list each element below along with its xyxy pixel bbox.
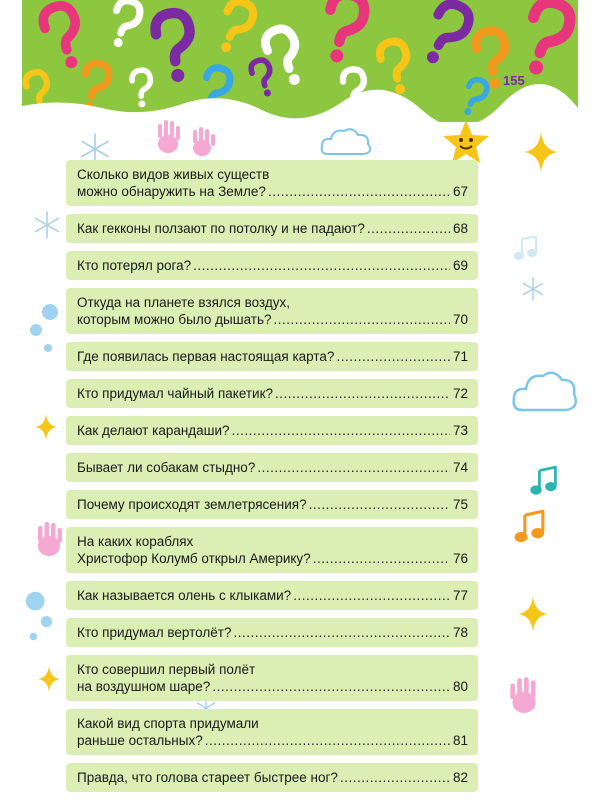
toc-entry-title-line: Как называется олень с клыками? xyxy=(77,588,292,603)
dot-leader xyxy=(193,257,450,274)
toc-entry-page-number: 81 xyxy=(452,733,468,748)
toc-entry-page-number: 68 xyxy=(452,221,468,236)
dot-leader xyxy=(340,769,450,786)
dot-leader xyxy=(268,183,450,200)
toc-entry xyxy=(66,160,478,206)
toc-entry-title-line: на воздушном шаре? xyxy=(77,679,211,694)
toc-entry-title-line: раньше остальных? xyxy=(77,733,203,748)
toc-entry xyxy=(66,490,478,519)
toc-entry xyxy=(66,342,478,371)
cloud-icon xyxy=(510,364,580,418)
dot-leader xyxy=(232,422,450,439)
sparkle-icon xyxy=(518,596,548,632)
toc-entry xyxy=(66,251,478,280)
toc-entry-title-line: Кто совершил первый полёт xyxy=(77,662,256,677)
header-banner xyxy=(22,0,578,122)
music-note-icon xyxy=(512,510,548,546)
dot-leader xyxy=(336,348,450,365)
toc-entry-page-number: 82 xyxy=(452,770,468,785)
toc-entry xyxy=(66,214,478,243)
toc-entry xyxy=(66,416,478,445)
bubbles-icon xyxy=(22,588,56,644)
toc-entry-page-number: 75 xyxy=(452,497,468,512)
toc-entry xyxy=(66,527,478,573)
toc-entry-page-number: 73 xyxy=(452,423,468,438)
toc-entry-page-number: 70 xyxy=(452,312,468,327)
handprint-icon xyxy=(150,112,220,164)
toc-entry-title-line: Откуда на планете взялся воздух, xyxy=(77,295,291,310)
toc-entry xyxy=(66,655,478,701)
music-note-icon xyxy=(512,236,540,262)
toc-entry-title-line: Кто потерял рога? xyxy=(77,258,192,273)
snowflake-icon xyxy=(32,210,62,240)
toc-entry-title-line: которым можно было дышать? xyxy=(77,312,272,327)
toc-entry-page-number: 78 xyxy=(452,625,468,640)
toc-entry-page-number: 69 xyxy=(452,258,468,273)
dot-leader xyxy=(274,311,450,328)
toc-entry-page-number: 80 xyxy=(452,679,468,694)
toc-entry-title-line: Какой вид спорта придумали xyxy=(77,716,259,731)
toc-entry xyxy=(66,763,478,792)
toc-entry-title-line: Кто придумал вертолёт? xyxy=(77,625,232,640)
toc-entry-title-line: Как делают карандаши? xyxy=(77,423,230,438)
toc-entry-title-line: Кто придумал чайный пакетик? xyxy=(77,386,274,401)
dot-leader xyxy=(367,220,450,237)
toc-entry xyxy=(66,618,478,647)
toc-entry-title-line: Почему происходят землетрясения? xyxy=(77,497,307,512)
toc-entry-page-number: 74 xyxy=(452,460,468,475)
star-face-icon xyxy=(440,118,492,166)
toc-entry-title-line: Сколько видов живых существ xyxy=(77,167,270,182)
toc-entry-page-number: 76 xyxy=(452,551,468,566)
toc-entry-page-number: 72 xyxy=(452,386,468,401)
toc-entry-title-line: можно обнаружить на Земле? xyxy=(77,184,266,199)
toc-entry-page-number: 77 xyxy=(452,588,468,603)
bubbles-icon xyxy=(26,300,62,360)
dot-leader xyxy=(313,550,450,567)
snowflake-icon xyxy=(520,276,546,302)
toc-entry xyxy=(66,453,478,482)
toc-entry xyxy=(66,288,478,334)
sparkle-icon xyxy=(38,666,60,692)
sparkle-icon xyxy=(34,414,58,440)
toc-entry-title-line: Бывает ли собакам стыдно? xyxy=(77,460,256,475)
dot-leader xyxy=(233,624,450,641)
toc-entry-title-line: Где появилась первая настоящая карта? xyxy=(77,349,335,364)
dot-leader xyxy=(309,496,450,513)
toc-entry xyxy=(66,581,478,610)
dot-leader xyxy=(293,587,450,604)
page-number: 155 xyxy=(503,73,525,88)
sparkle-icon xyxy=(524,132,558,172)
dot-leader xyxy=(212,678,450,695)
toc-entry-title-line: Правда, что голова стареет быстрее ног? xyxy=(77,770,338,785)
cloud-icon xyxy=(318,124,374,160)
toc-entry-page-number: 67 xyxy=(452,184,468,199)
handprint-icon xyxy=(504,672,544,716)
toc-entry-title-line: Христофор Колумб открыл Америку? xyxy=(77,551,311,566)
toc-entry-title-line: Как гекконы ползают по потолку и не падают? xyxy=(77,221,365,236)
handprint-icon xyxy=(30,518,68,558)
toc-entry xyxy=(66,379,478,408)
table-of-contents xyxy=(66,160,478,800)
dot-leader xyxy=(275,385,450,402)
toc-entry-page-number: 71 xyxy=(452,349,468,364)
toc-entry-title-line: На каких кораблях xyxy=(77,534,194,549)
dot-leader xyxy=(257,459,450,476)
dot-leader xyxy=(205,732,450,749)
toc-entry xyxy=(66,709,478,755)
music-note-icon xyxy=(528,466,560,498)
question-marks-pattern xyxy=(22,0,578,122)
